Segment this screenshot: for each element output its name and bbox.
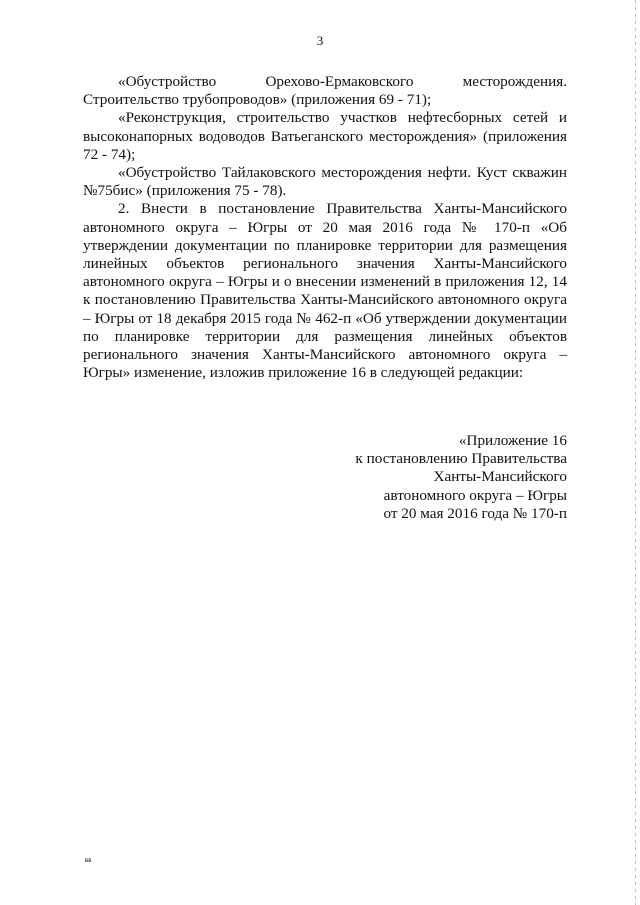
paragraph-vatyeganskoye: «Реконструкция, строительство участков нефтесборных сетей и высоконапорных водоводов Ватьеганского месторождения» (приложения 72 - 74);: [83, 109, 567, 163]
paragraph-orekhovo-ermakovskoye: «Обустройство Орехово-Ермаковского месторождения. Строительство трубопроводов» (приложения 69 - 71);: [83, 73, 567, 109]
scan-edge: [635, 0, 636, 905]
footer-mark: вв: [85, 858, 92, 864]
appendix-line-resolution: к постановлению Правительства: [355, 450, 567, 468]
appendix-line-region: Ханты-Мансийского: [433, 468, 567, 486]
appendix-line-okrug: автономного округа – Югры: [383, 486, 567, 504]
appendix-header: [320, 432, 567, 523]
document-body: [83, 73, 567, 382]
paragraph-amendment: 2. Внести в постановление Правительства Ханты-Мансийского автономного округа – Югры от 20 мая 2016 года № 170-п «Об утверждении документации по планировке территории для размещения линейных объектов регионального значения Ханты-Мансийского автономного округа – Югры и о внесении изменений в приложения 12, 14 к постановлению Правительства Ханты-Мансийского автономного округа – Югры от 18 декабря 2015 года № 462-п «Об утверждении документации по планировке территории для размещения линейных объектов регионального значения Ханты-Мансийского автономного округа – Югры» изменение, изложив приложение 16 в следующей редакции:: [83, 200, 567, 382]
appendix-line-title: «Приложение 16: [458, 432, 567, 449]
appendix-line-date: от 20 мая 2016 года № 170-п: [383, 504, 567, 522]
page-number: 3: [316, 33, 324, 48]
paragraph-tailakovskoye: «Обустройство Тайлаковского месторождения нефти. Куст скважин №75бис» (приложения 75 - 78).: [83, 164, 567, 200]
